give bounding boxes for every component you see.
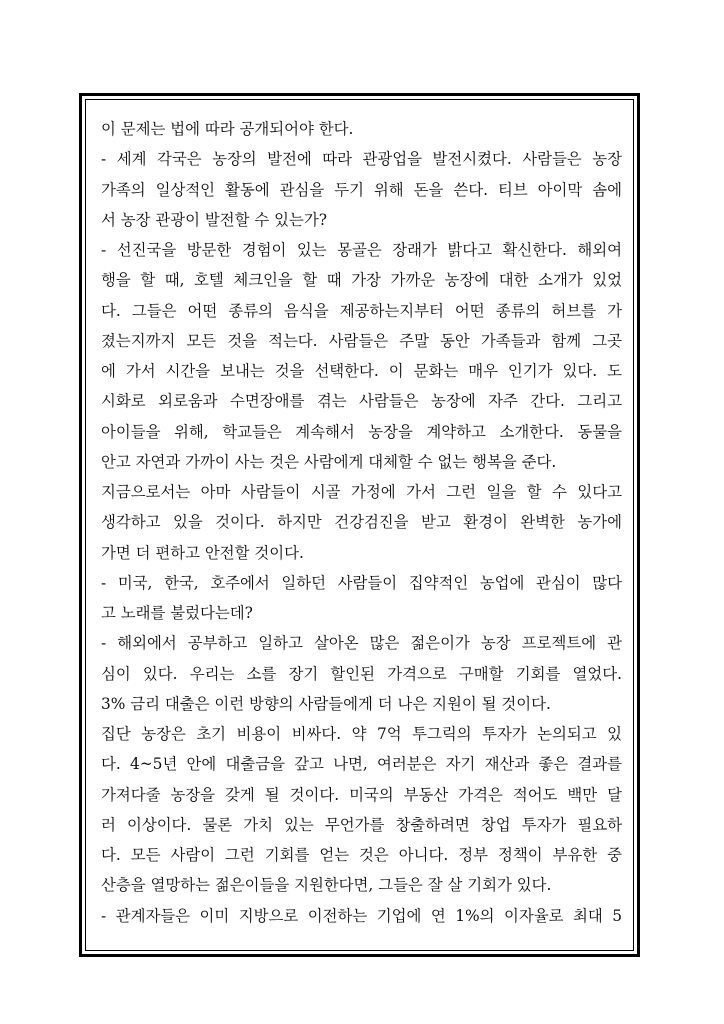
text-line: 가져다줄 농장을 갖게 될 것이다. 미국의 부동산 가격은 적어도 백만 달 [101, 785, 622, 804]
text-line: 서 농장 관광이 발전할 수 있는가? [101, 210, 327, 229]
text-line: 졌는지까지 모든 것을 적는다. 사람들은 주말 동안 가족들과 함께 그곳 [101, 331, 622, 350]
text-line: 러 이상이다. 물론 가치 있는 무언가를 창출하려면 창업 투자가 필요하 [101, 815, 622, 834]
text-line: 행을 할 때, 호텔 체크인을 할 때 가장 가까운 농장에 대한 소개가 있었 [101, 271, 622, 290]
text-line: 이 문제는 법에 따라 공개되어야 한다. [101, 120, 354, 138]
text-line: - 미국, 한국, 호주에서 일하던 사람들이 집약적인 농업에 관심이 많다 [101, 573, 622, 592]
text-line: 집단 농장은 초기 비용이 비싸다. 약 7억 투그릭의 투자가 논의되고 있 [101, 725, 622, 743]
text-line: 고 노래를 불렀다는데? [101, 604, 253, 622]
text-line: 가족의 일상적인 활동에 관심을 두기 위해 돈을 쓴다. 티브 아이막 솜에 [101, 180, 622, 199]
text-line: 가면 더 편하고 안전할 것이다. [101, 543, 304, 562]
text-line: - 해외에서 공부하고 일하고 살아온 많은 젊은이가 농장 프로젝트에 관 [101, 634, 622, 653]
text-line: 다. 그들은 어떤 종류의 음식을 제공하는지부터 어떤 종류의 허브를 가 [101, 301, 622, 320]
text-line: 지금으로서는 아마 사람들이 시골 가정에 가서 그런 일을 할 수 있다고 [101, 483, 622, 501]
text-line: - 관계자들은 이미 지방으로 이전하는 기업에 연 1%의 이자율로 최대 5 [101, 906, 622, 925]
text-line: 심이 있다. 우리는 소를 장기 할인된 가격으로 구매할 기회를 열었다. [101, 664, 622, 683]
text-line: 산층을 열망하는 젊은이들을 지원한다면, 그들은 잘 살 기회가 있다. [101, 876, 552, 895]
text-line: 다. 모든 사람이 그런 기회를 얻는 것은 아니다. 정부 정책이 부유한 중 [101, 846, 622, 864]
text-line: - 세계 각국은 농장의 발전에 따라 관광업을 발전시켰다. 사람들은 농장 [101, 150, 622, 169]
text-line: 아이들을 위해, 학교들은 계속해서 농장을 계약하고 소개한다. 동물을 [101, 422, 622, 441]
document-body [101, 114, 622, 931]
text-line: - 선진국을 방문한 경험이 있는 몽골은 장래가 밝다고 확신한다. 해외여 [101, 241, 622, 259]
text-line: 다. 4~5년 안에 대출금을 갚고 나면, 여러분은 자기 재산과 좋은 결과를 [101, 755, 622, 774]
text-line: 3% 금리 대출은 이런 방향의 사람들에게 더 나은 지원이 될 것이다. [101, 694, 551, 713]
text-line: 시화로 외로움과 수면장애를 겪는 사람들은 농장에 자주 간다. 그리고 [101, 392, 622, 411]
text-line: 안고 자연과 가까이 사는 것은 사람에게 대체할 수 없는 행복을 준다. [101, 452, 557, 471]
text-line: 생각하고 있을 것이다. 하지만 건강검진을 받고 환경이 완벽한 농가에 [101, 513, 622, 532]
text-line: 에 가서 시간을 보내는 것을 선택한다. 이 문화는 매우 인기가 있다. 도 [101, 362, 622, 380]
